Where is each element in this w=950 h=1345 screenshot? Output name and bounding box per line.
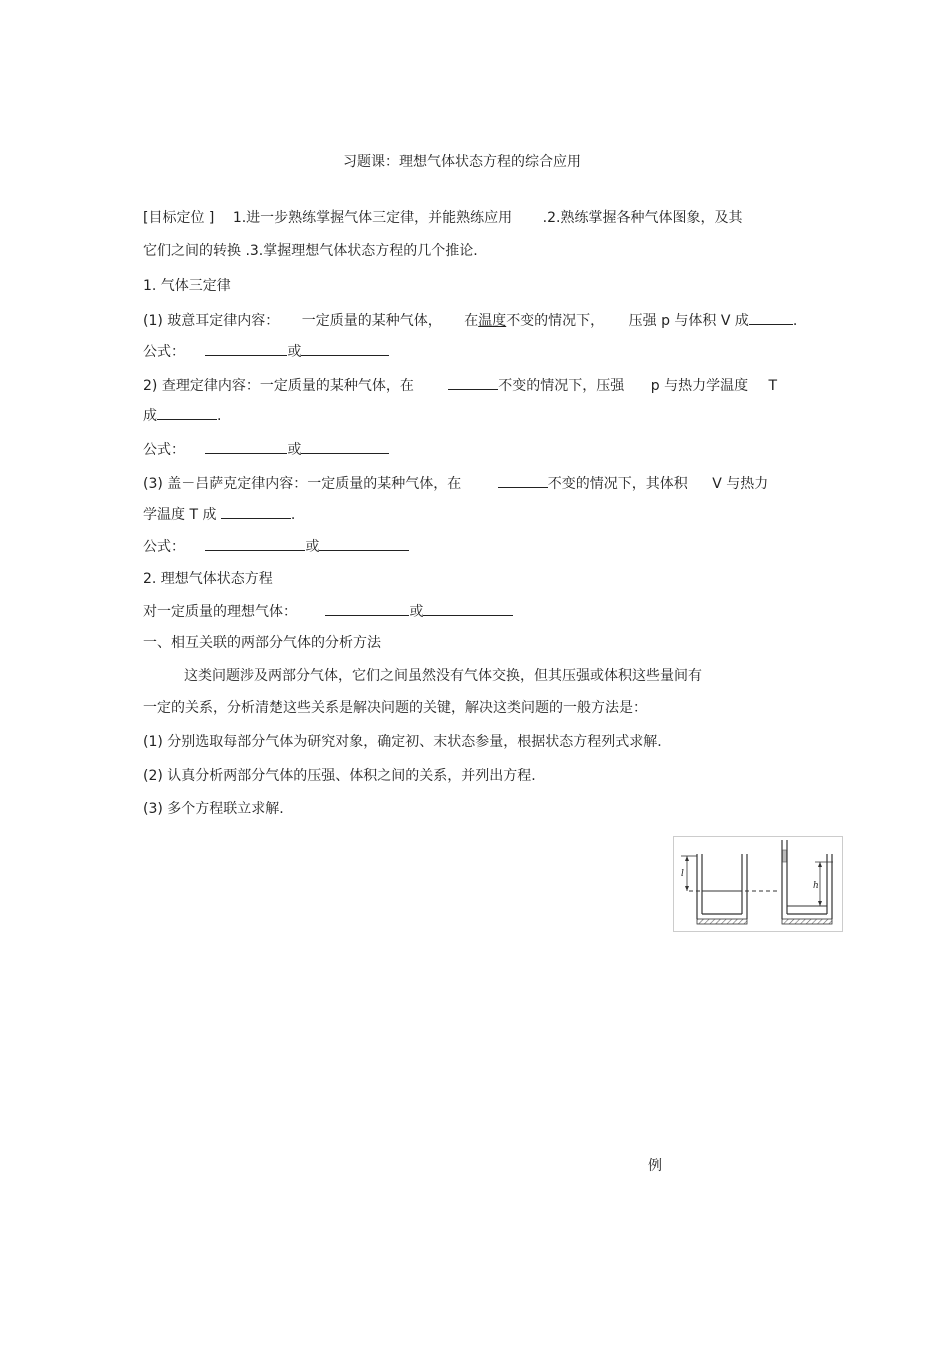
method-paragraph-2: 一定的关系，分析清楚这些关系是解决问题的关键，解决这类问题的一般方法是： xyxy=(143,700,647,716)
section-1-heading: 1. 气体三定律 xyxy=(143,278,231,294)
label-h: h xyxy=(813,881,819,891)
boyle-label: (1) 玻意耳定律内容： xyxy=(143,313,280,329)
boyle-blank xyxy=(749,310,793,325)
charles-blank-2 xyxy=(157,405,217,420)
or-text: 或 xyxy=(287,442,302,458)
gay-text-1: (3) 盖－吕萨克定律内容：一定质量的某种气体，在 xyxy=(143,476,462,492)
length-l-dimension xyxy=(681,856,697,891)
label-l: l xyxy=(681,869,684,879)
charles-text-4: T xyxy=(768,378,778,394)
formula-blank-2 xyxy=(319,536,409,551)
boyle-law-line: (1) 玻意耳定律内容： 一定质量的某种气体， 在温度不变的情况下， 压强 p 与体积 V 成 . xyxy=(143,310,797,330)
charles-text-5: 成 xyxy=(143,408,157,424)
formula-blank-1 xyxy=(205,439,287,454)
boyle-formula-line xyxy=(143,341,389,361)
charles-text-3: p 与热力学温度 xyxy=(650,378,749,394)
left-u-tube xyxy=(697,854,747,924)
boyle-text-2: 在温度不变的情况下， xyxy=(464,313,605,329)
ideal-blank-2 xyxy=(423,601,513,616)
or-text: 或 xyxy=(409,604,424,620)
gay-blank xyxy=(498,473,548,488)
goal-item-2: .2.熟练掌握各种气体图象，及其 xyxy=(542,210,743,226)
charles-blank xyxy=(448,375,498,390)
section-2-heading: 2. 理想气体状态方程 xyxy=(143,571,273,587)
or-text: 或 xyxy=(305,539,320,555)
method-paragraph-1: 这类问题涉及两部分气体，它们之间虽然没有气体交换，但其压强或体积这些量间有 xyxy=(184,668,702,684)
goal-line-1 xyxy=(143,209,742,227)
boyle-text-1: 一定质量的某种气体， xyxy=(301,313,442,329)
formula-label: 公式： xyxy=(143,442,185,458)
goal-line-2: 它们之间的转换 .3.掌握理想气体状态方程的几个推论. xyxy=(143,243,478,259)
charles-text-1: 2) 查理定律内容：一定质量的某种气体，在 xyxy=(143,378,414,394)
ideal-gas-line xyxy=(143,601,513,621)
gay-text-3: V 与热力 xyxy=(712,476,769,492)
right-u-tube xyxy=(782,840,832,924)
formula-blank-2 xyxy=(301,439,389,454)
ideal-blank-1 xyxy=(325,601,409,616)
charles-text-2: 不变的情况下，压强 xyxy=(498,378,625,394)
formula-label: 公式： xyxy=(143,539,185,555)
u-tube-figure xyxy=(673,836,843,932)
gay-text-4: 学温度 T 成 xyxy=(143,507,217,523)
gay-formula-line xyxy=(143,536,409,556)
method-heading: 一、相互关联的两部分气体的分析方法 xyxy=(143,635,381,651)
method-step-2: (2) 认真分析两部分气体的压强、体积之间的关系，并列出方程. xyxy=(143,768,536,784)
goal-item-1: 1.进一步熟练掌握气体三定律，并能熟练应用 xyxy=(232,210,513,226)
gay-text-2: 不变的情况下，其体积 xyxy=(547,476,688,492)
boyle-text-3: 压强 p 与体积 V 成 xyxy=(628,313,749,329)
method-step-1: (1) 分别选取每部分气体为研究对象，确定初、末状态参量，根据状态方程列式求解. xyxy=(143,734,662,750)
gay-lussac-line xyxy=(143,473,768,493)
formula-blank-2 xyxy=(301,341,389,356)
formula-blank-1 xyxy=(205,341,287,356)
charles-formula-line xyxy=(143,439,389,459)
gay-lussac-line-2: 学温度 T 成 . xyxy=(143,504,295,524)
gay-blank-2 xyxy=(221,504,291,519)
ideal-gas-text: 对一定质量的理想气体： xyxy=(143,604,297,620)
height-h-dimension xyxy=(813,862,833,906)
charles-law-line xyxy=(143,375,777,395)
formula-label: 公式： xyxy=(143,344,185,360)
charles-law-line-2: 成 . xyxy=(143,405,221,425)
method-step-3: (3) 多个方程联立求解. xyxy=(143,801,284,817)
temperature-underlined: 温度 xyxy=(478,313,507,329)
page-title: 习题课：理想气体状态方程的综合应用 xyxy=(343,154,581,170)
example-label: 例 xyxy=(648,1158,662,1174)
goal-tag: [目标定位 ] xyxy=(143,210,215,226)
or-text: 或 xyxy=(287,344,302,360)
formula-blank-1 xyxy=(205,536,305,551)
